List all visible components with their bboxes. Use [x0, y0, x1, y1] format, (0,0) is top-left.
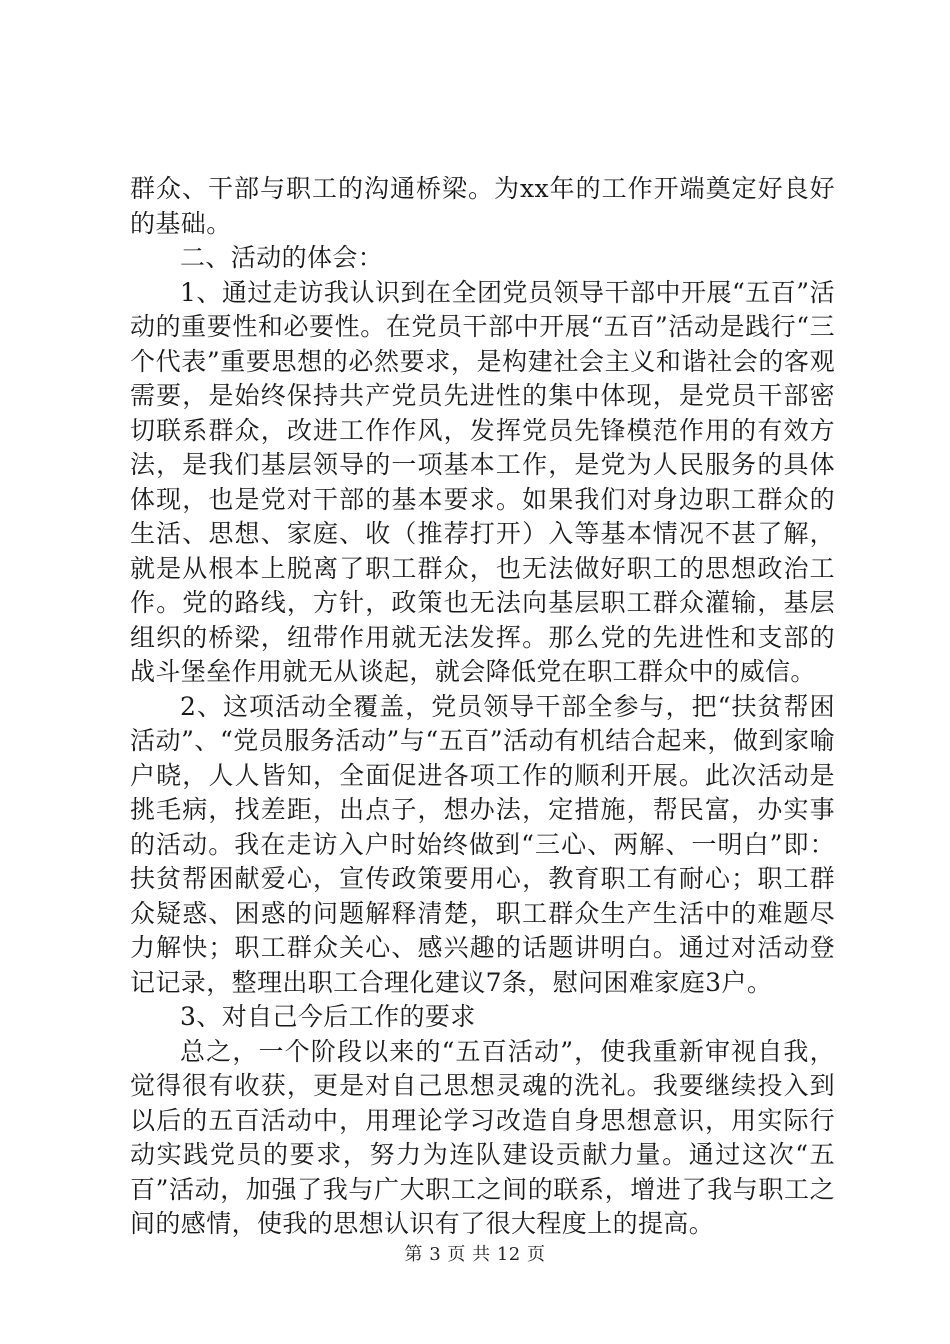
paragraph-continuation: 群众、干部与职工的沟通桥梁。为xx年的工作开端奠定好良好的基础。 — [130, 174, 835, 238]
section-heading-experience: 二、活动的体会： — [180, 243, 384, 272]
paragraph-point-2: 2、这项活动全覆盖，党员领导干部全参与，把“扶贫帮困活动”、“党员服务活动”与“五百”活动有机结合起来，做到家喻户晓，人人皆知，全面促进各项工作的顺利开展。此次活动是挑毛病，找差距，出点子，想办法，定措施，帮民富，办实事的活动。我在走访入户时始终做到“三心、两解、一明白”即：扶贫帮困献爱心，宣传政策要用心，教育职工有耐心；职工群众疑惑、困惑的问题解释清楚，职工群众生产生活中的难题尽力解快；职工群众关心、感兴趣的话题讲明白。通过对活动登记记录，整理出职工合理化建议7条，慰问困难家庭3户。 — [130, 691, 835, 997]
paragraph-point-1: 1、通过走访我认识到在全团党员领导干部中开展“五百”活动的重要性和必要性。在党员干部中开展“五百”活动是践行“三个代表”重要思想的必然要求，是构建社会主义和谐社会的客观需要，是始终保持共产党员先进性的集中体现，是党员干部密切联系群众，改进工作作风，发挥党员先锋模范作用的有效方法，是我们基层领导的一项基本工作，是党为人民服务的具体体现，也是党对干部的基本要求。如果我们对身边职工群众的生活、思想、家庭、收（推荐打开）入等基本情况不甚了解，就是从根本上脱离了职工群众，也无法做好职工的思想政治工作。党的路线，方针，政策也无法向基层职工群众灌输，基层组织的桥梁，纽带作用就无法发挥。那么党的先进性和支部的战斗堡垒作用就无从谈起，就会降低党在职工群众中的威信。 — [130, 277, 835, 686]
document-body — [130, 172, 835, 1242]
paragraph-point-3: 3、对自己今后工作的要求 — [180, 1002, 476, 1031]
page-footer: 第 3 页 共 12 页 — [404, 1244, 546, 1265]
paragraph-summary: 总之，一个阶段以来的“五百活动”，使我重新审视自我，觉得很有收获，更是对自己思想灵魂的洗礼。我要继续投入到以后的五百活动中，用理论学习改造自身思想意识，用实际行动实践党员的要求，努力为连队建设贡献力量。通过这次“五百”活动，加强了我与广大职工之间的联系，增进了我与职工之间的感情，使我的思想认识有了很大程度上的提高。 — [130, 1036, 835, 1238]
